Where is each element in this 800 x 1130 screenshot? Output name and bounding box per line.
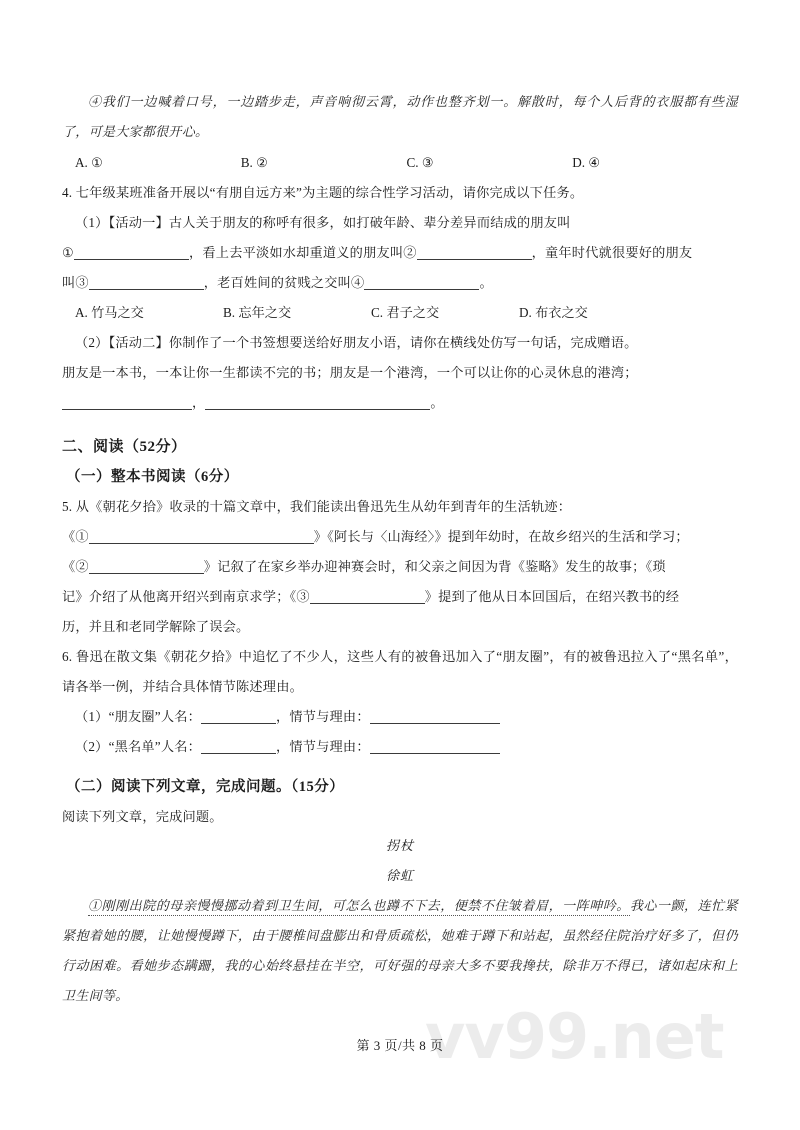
q6-sub1-label: （1）“朋友圈”人名：	[75, 709, 201, 724]
q4-item2-answer-line	[62, 388, 738, 418]
q5-blank2-prefix: 《②	[62, 559, 89, 574]
q5-blank-2[interactable]	[89, 559, 204, 574]
q4-item1-blanks-line2	[62, 268, 738, 298]
q4-blank-4[interactable]	[364, 275, 479, 290]
q3-statement-4: ④我们一边喊着口号，一边踏步走，声音响彻云霄，动作也整齐划一。解散时，每个人后背的衣服都有些湿了，可是大家都很开心。	[62, 95, 738, 140]
q4-stem: 4. 七年级某班准备开展以“有朋自远方来”为主题的综合性学习活动，请你完成以下任务。	[62, 185, 584, 200]
q3-options	[62, 148, 738, 178]
q4-item2-blank-1[interactable]	[62, 395, 192, 410]
section-2-title: 二、阅读（52分）	[62, 439, 187, 455]
q5-blank1-prefix: 《①	[62, 529, 89, 544]
q4-blank1-prefix: ①	[62, 245, 75, 260]
q3-option-a[interactable]: A. ①	[75, 155, 103, 170]
q5-blank-3[interactable]	[310, 589, 425, 604]
q3-option-c[interactable]: C. ③	[406, 155, 434, 170]
q5-line-4: 历，并且和老同学解除了误会。	[62, 619, 250, 634]
q5-line-1	[62, 522, 738, 552]
q4-option-b[interactable]: B. 忘年之交	[223, 305, 292, 320]
reading-author: 徐虹	[385, 869, 414, 884]
q4-item2-blank-2[interactable]	[205, 395, 430, 410]
q4-options	[62, 298, 738, 328]
q6-sub1-reason-blank[interactable]	[370, 709, 500, 724]
reading-title: 拐杖	[385, 839, 414, 854]
page-content	[62, 88, 738, 1012]
q5-blank3-prefix: 记》介绍了从他离开绍兴到南京求学；《③	[62, 589, 310, 604]
q5-line3-rest: 》提到了他从日本回国后，在绍兴教书的经	[424, 589, 680, 604]
q4-blank4-prefix: ，老百姓间的贫贱之交叫④	[203, 275, 365, 290]
q6-stem: 6. 鲁迅在散文集《朝花夕拾》中追忆了不少人，这些人有的被鲁迅加入了“朋友圈”，有的被鲁迅拉入了“黑名单”，请各举一例，并结合具体情节陈述理由。	[62, 649, 738, 694]
site-watermark: vv99.net	[425, 1000, 724, 1073]
reading-p1-rest: 我心一颤，连忙紧紧抱着她的腰，让她慢慢蹲下，由于腰椎间盘膨出和骨质疏松，她难于蹲下和站起，虽然经住院治疗好多了，但仍行动困难。看她步态蹒跚，我的心始终悬挂在半空，可好强的母亲大多不要我搀扶，除非万不得已，诸如起床和上卫生间等。	[62, 899, 738, 1004]
q4-item1-label: （1）【活动一】古人关于朋友的称呼有很多，如打破年龄、辈分差异而结成的朋友叫	[75, 215, 571, 230]
q6-sub2-reason-blank[interactable]	[370, 739, 500, 754]
reading-p1-underlined: ①刚刚出院的母亲慢慢挪动着到卫生间，可怎么也蹲不下去，便禁不住皱着眉，一阵呻吟。	[88, 899, 630, 914]
q4-option-c[interactable]: C. 君子之交	[371, 305, 440, 320]
q4-item2-text: 朋友是一本书，一本让你一生都读不完的书；朋友是一个港湾，一个可以让你的心灵休息的港湾；	[62, 365, 638, 380]
q4-blank-1[interactable]	[74, 245, 189, 260]
q3-option-d[interactable]: D. ④	[572, 155, 601, 170]
q4-blank2-prefix: ，看上去平淡如水却重道义的朋友叫②	[189, 245, 417, 260]
page-footer: 第 3 页/共 8 页	[356, 1038, 444, 1053]
q5-line2-rest: 》记叙了在家乡举办迎神赛会时，和父亲之间因为背《鉴略》发生的故事；《琐	[203, 559, 666, 574]
q4-item1-blanks-line1	[62, 238, 738, 268]
q6-sub1-reason-label: ，情节与理由：	[276, 709, 370, 724]
q6-sub2-label: （2）“黑名单”人名：	[75, 739, 201, 754]
reading-lead: 阅读下列文章，完成问题。	[62, 809, 223, 824]
q4-item2-sep: ，	[192, 395, 206, 410]
q4-option-d[interactable]: D. 布衣之交	[519, 305, 588, 320]
q5-stem: 5. 从《朝花夕拾》收录的十篇文章中，我们能读出鲁迅先生从幼年到青年的生活轨迹：	[62, 499, 572, 514]
q6-sub2-name-blank[interactable]	[201, 739, 276, 754]
q5-line-3	[62, 582, 738, 612]
q5-line-2	[62, 552, 738, 582]
q6-sub1-name-blank[interactable]	[201, 709, 276, 724]
q4-item2-end: 。	[430, 395, 444, 410]
q5-line1-rest: 》《阿长与〈山海经〉》提到年幼时，在故乡绍兴的生活和学习；	[313, 529, 689, 544]
q4-blank4-suffix: 。	[479, 275, 493, 290]
q4-option-a[interactable]: A. 竹马之交	[75, 305, 144, 320]
q4-blank3-prefix: 叫③	[62, 275, 89, 290]
section-2-sub-1: （一）整本书阅读（6分）	[66, 469, 239, 485]
q3-option-b[interactable]: B. ②	[240, 155, 268, 170]
q6-sub2-reason-label: ，情节与理由：	[276, 739, 370, 754]
q4-item2-label: （2）【活动二】你制作了一个书签想要送给好朋友小语，请你在横线处仿写一句话，完成赠语。	[75, 335, 638, 350]
q4-blank2-suffix: ，童年时代就很要好的朋友	[531, 245, 693, 260]
reading-paragraph-1	[62, 892, 738, 1012]
section-2-sub-2: （二）阅读下列文章，完成问题。（15分）	[66, 779, 345, 795]
q6-sub-1	[62, 702, 738, 732]
q6-sub-2	[62, 732, 738, 762]
q5-blank-1[interactable]	[89, 529, 314, 544]
q4-blank-2[interactable]	[417, 245, 532, 260]
q4-blank-3[interactable]	[89, 275, 204, 290]
